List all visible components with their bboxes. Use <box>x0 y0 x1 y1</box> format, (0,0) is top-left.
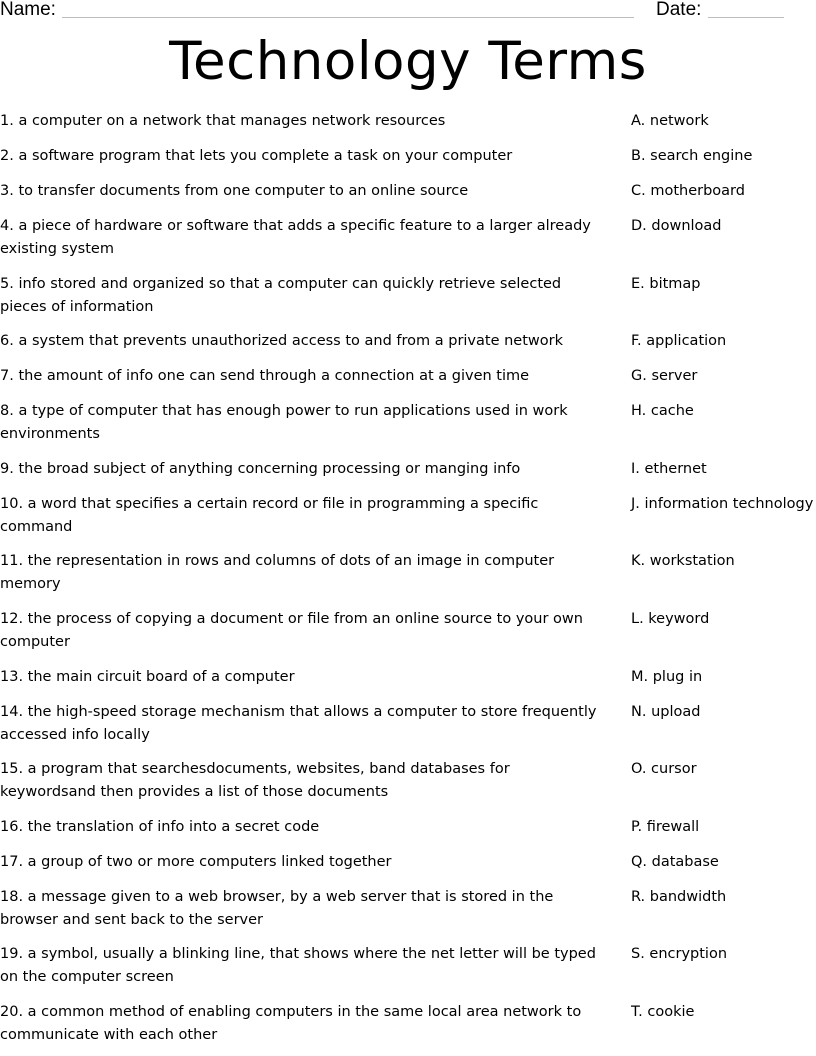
clue-item: 7. the amount of info one can send through a connection at a given time <box>0 368 530 384</box>
clue-item: 16. the translation of info into a secret code <box>0 819 320 835</box>
name-label: Name: <box>0 0 56 20</box>
answer-item: O. cursor <box>631 761 697 777</box>
answer-item: J. information technology <box>631 496 814 512</box>
clue-item: 4. a piece of hardware or software that adds a specific feature to a larger already existing system <box>0 218 591 257</box>
answer-item: H. cache <box>631 403 694 419</box>
date-blank-line <box>708 17 784 18</box>
clue-item: 17. a group of two or more computers linked together <box>0 854 392 870</box>
clue-item: 10. a word that specifies a certain record or file in programming a specific command <box>0 496 539 535</box>
clue-item: 13. the main circuit board of a computer <box>0 669 295 685</box>
answer-item: A. network <box>631 113 709 129</box>
answer-item: C. motherboard <box>631 183 745 199</box>
clue-item: 19. a symbol, usually a blinking line, that shows where the net letter will be typed on the computer screen <box>0 946 596 985</box>
name-blank-line <box>62 17 634 18</box>
answer-item: P. firewall <box>631 819 700 835</box>
answer-item: R. bandwidth <box>631 889 727 905</box>
answer-item: N. upload <box>631 704 701 720</box>
answer-item: Q. database <box>631 854 719 870</box>
clue-item: 3. to transfer documents from one computer to an online source <box>0 183 469 199</box>
clue-item: 6. a system that prevents unauthorized access to and from a private network <box>0 333 564 349</box>
clue-item: 20. a common method of enabling computers in the same local area network to communicate with each other <box>0 1004 582 1043</box>
answer-item: B. search engine <box>631 148 753 164</box>
page-title: Technology Terms <box>169 31 647 92</box>
answer-item: G. server <box>631 368 698 384</box>
answer-item: F. application <box>631 333 727 349</box>
answer-item: L. keyword <box>631 611 710 627</box>
answer-item: I. ethernet <box>631 461 707 477</box>
answer-item: D. download <box>631 218 722 234</box>
answer-item: S. encryption <box>631 946 728 962</box>
clue-item: 15. a program that searchesdocuments, websites, band databases for keywordsand then provides a list of those documents <box>0 761 510 800</box>
worksheet-header <box>0 0 816 22</box>
clue-item: 1. a computer on a network that manages network resources <box>0 113 446 129</box>
clue-item: 12. the process of copying a document or file from an online source to your own computer <box>0 611 583 650</box>
answer-item: E. bitmap <box>631 276 701 292</box>
answer-item: K. workstation <box>631 553 735 569</box>
clue-item: 2. a software program that lets you complete a task on your computer <box>0 148 513 164</box>
answer-item: M. plug in <box>631 669 703 685</box>
clue-item: 9. the broad subject of anything concerning processing or manging info <box>0 461 521 477</box>
clue-item: 14. the high-speed storage mechanism that allows a computer to store frequently accessed info locally <box>0 704 597 743</box>
date-label: Date: <box>656 0 702 20</box>
clue-item: 5. info stored and organized so that a computer can quickly retrieve selected pieces of information <box>0 276 562 315</box>
clue-item: 8. a type of computer that has enough power to run applications used in work environments <box>0 403 568 442</box>
clue-item: 11. the representation in rows and columns of dots of an image in computer memory <box>0 553 555 592</box>
clue-item: 18. a message given to a web browser, by a web server that is stored in the browser and sent back to the server <box>0 889 554 928</box>
answer-item: T. cookie <box>631 1004 695 1020</box>
